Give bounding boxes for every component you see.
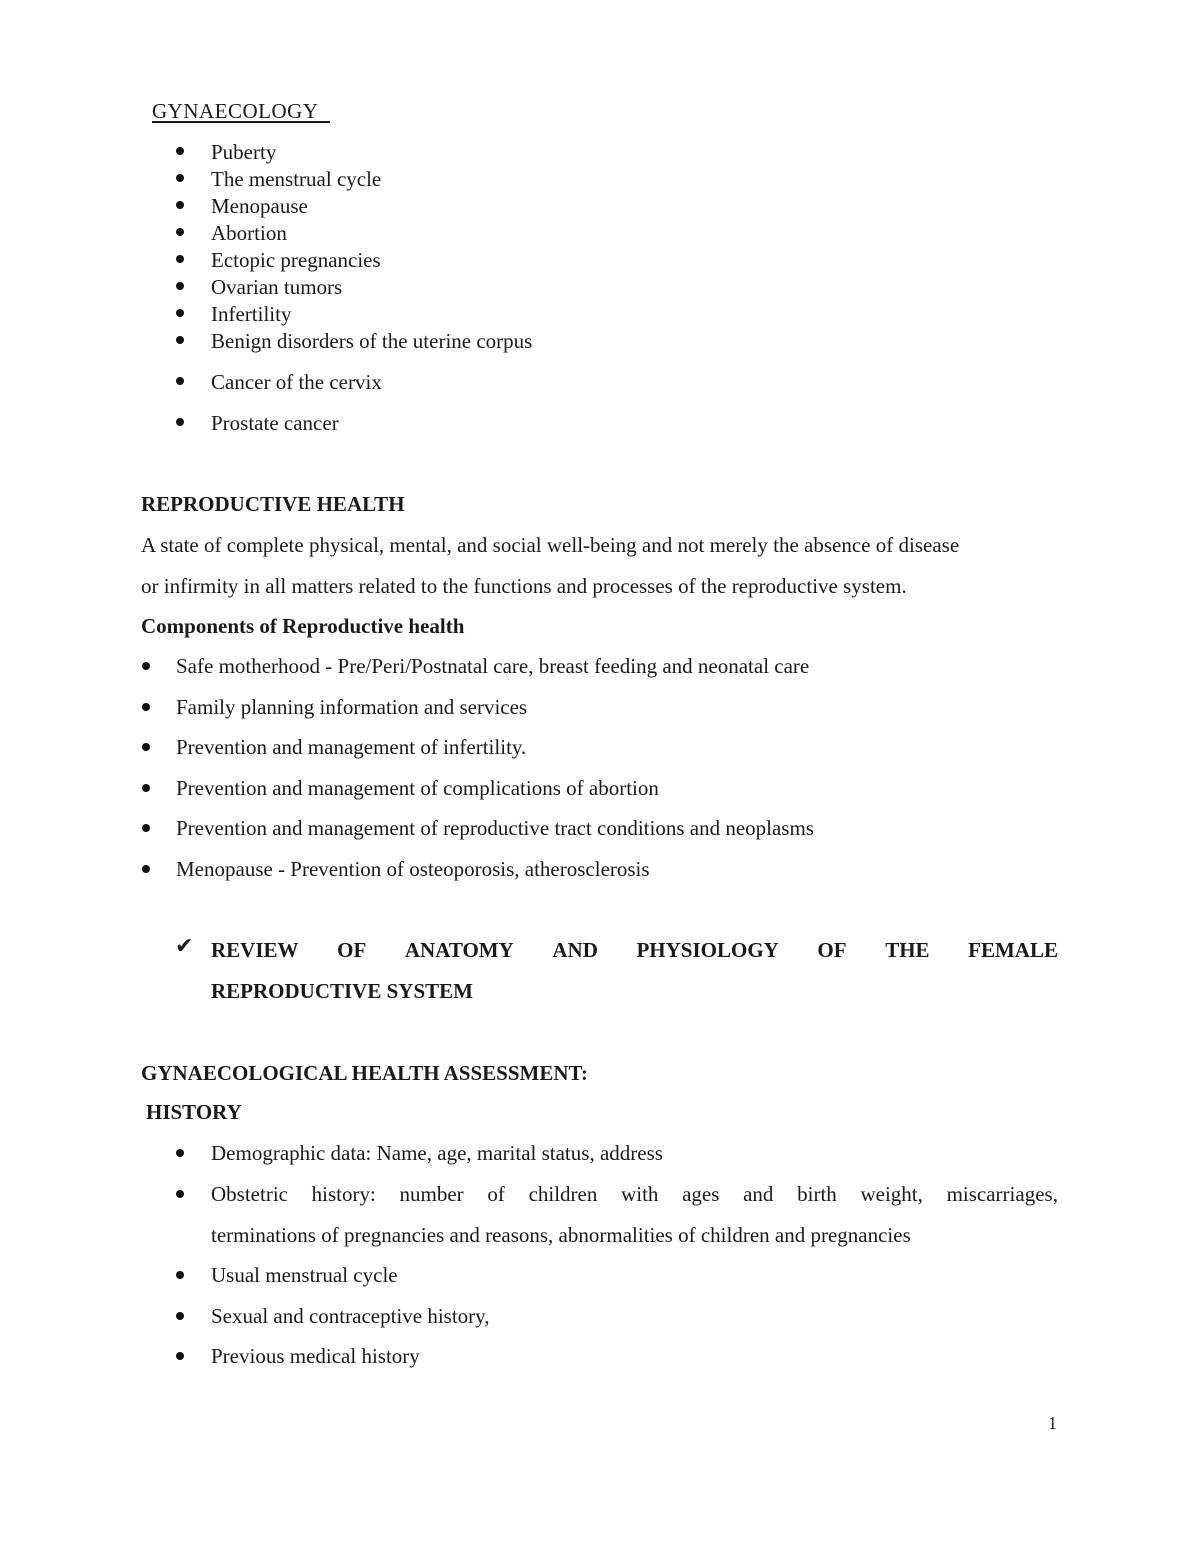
bullet-icon xyxy=(142,784,150,792)
list-item: Menopause - Prevention of osteoporosis, atherosclerosis xyxy=(176,857,650,881)
obstetric-line-2: terminations of pregnancies and reasons, abnormalities of children and pregnancies xyxy=(211,1223,911,1247)
page-number: 1 xyxy=(1048,1413,1057,1433)
review-word: REVIEW xyxy=(211,938,299,962)
bullet-icon xyxy=(176,147,184,155)
checkmark-icon: ✔ xyxy=(175,934,194,959)
bullet-icon xyxy=(142,743,150,751)
list-item: Benign disorders of the uterine corpus xyxy=(211,329,533,353)
review-word: THE xyxy=(885,938,930,962)
review-word: OF xyxy=(337,938,367,962)
definition-line-2: or infirmity in all matters related to the functions and processes of the reproductive system. xyxy=(141,574,907,598)
review-heading-line-2: REPRODUCTIVE SYSTEM xyxy=(211,979,473,1003)
list-item: Previous medical history xyxy=(211,1344,420,1368)
assessment-heading: GYNAECOLOGICAL HEALTH ASSESSMENT: xyxy=(141,1061,588,1085)
obstetric-word: birth xyxy=(797,1182,837,1206)
list-item: Cancer of the cervix xyxy=(211,370,382,394)
list-item: Ovarian tumors xyxy=(211,275,343,299)
review-word: ANATOMY xyxy=(404,938,514,962)
obstetric-word: Obstetric xyxy=(211,1182,288,1206)
list-item: Prevention and management of infertility. xyxy=(176,735,527,759)
list-item: Family planning information and services xyxy=(176,695,528,719)
list-item: Demographic data: Name, age, marital status, address xyxy=(211,1141,663,1165)
obstetric-word: with xyxy=(621,1182,659,1206)
list-item: Prevention and management of reproductive tract conditions and neoplasms xyxy=(176,816,814,840)
obstetric-word: children xyxy=(528,1182,598,1206)
bullet-icon xyxy=(176,255,184,263)
gynaecology-title: GYNAECOLOGY xyxy=(152,99,319,123)
list-item: Puberty xyxy=(211,140,277,164)
bullet-icon xyxy=(176,282,184,290)
list-item: Usual menstrual cycle xyxy=(211,1263,398,1287)
bullet-icon xyxy=(176,1352,184,1360)
list-item: Abortion xyxy=(211,221,287,245)
list-item: Ectopic pregnancies xyxy=(211,248,381,272)
list-item: Menopause xyxy=(211,194,308,218)
reproductive-health-heading: REPRODUCTIVE HEALTH xyxy=(141,492,405,516)
review-word: PHYSIOLOGY xyxy=(636,938,779,962)
obstetric-word: number xyxy=(399,1182,464,1206)
bullet-icon xyxy=(176,228,184,236)
obstetric-word: miscarriages, xyxy=(946,1182,1058,1206)
bullet-icon xyxy=(176,174,184,182)
definition-line-1: A state of complete physical, mental, and social well-being and not merely the absence of disease xyxy=(141,533,960,557)
obstetric-line-1 xyxy=(211,1181,1058,1207)
bullet-icon xyxy=(142,865,150,873)
bullet-icon xyxy=(176,1271,184,1279)
obstetric-word: weight, xyxy=(860,1182,923,1206)
review-word: AND xyxy=(552,938,598,962)
review-word: FEMALE xyxy=(968,938,1058,962)
bullet-icon xyxy=(142,703,150,711)
list-item: The menstrual cycle xyxy=(211,167,382,191)
list-item: Prostate cancer xyxy=(211,411,339,435)
bullet-icon xyxy=(176,309,184,317)
bullet-icon xyxy=(142,662,150,670)
bullet-icon xyxy=(176,1190,184,1198)
bullet-icon xyxy=(176,336,184,344)
obstetric-word: and xyxy=(743,1182,774,1206)
bullet-icon xyxy=(176,377,184,385)
obstetric-word: of xyxy=(487,1182,505,1206)
bullet-icon xyxy=(142,824,150,832)
obstetric-word: history: xyxy=(311,1182,376,1206)
history-heading: HISTORY xyxy=(146,1100,242,1124)
review-heading-line-1 xyxy=(211,937,1058,963)
bullet-icon xyxy=(176,1312,184,1320)
list-item: Sexual and contraceptive history, xyxy=(211,1304,490,1328)
list-item: Safe motherhood - Pre/Peri/Postnatal care, breast feeding and neonatal care xyxy=(176,654,810,678)
review-word: OF xyxy=(817,938,847,962)
obstetric-word: ages xyxy=(682,1182,720,1206)
list-item: Infertility xyxy=(211,302,292,326)
bullet-icon xyxy=(176,1149,184,1157)
list-item: Prevention and management of complications of abortion xyxy=(176,776,659,800)
bullet-icon xyxy=(176,201,184,209)
components-heading: Components of Reproductive health xyxy=(141,614,465,638)
bullet-icon xyxy=(176,418,184,426)
